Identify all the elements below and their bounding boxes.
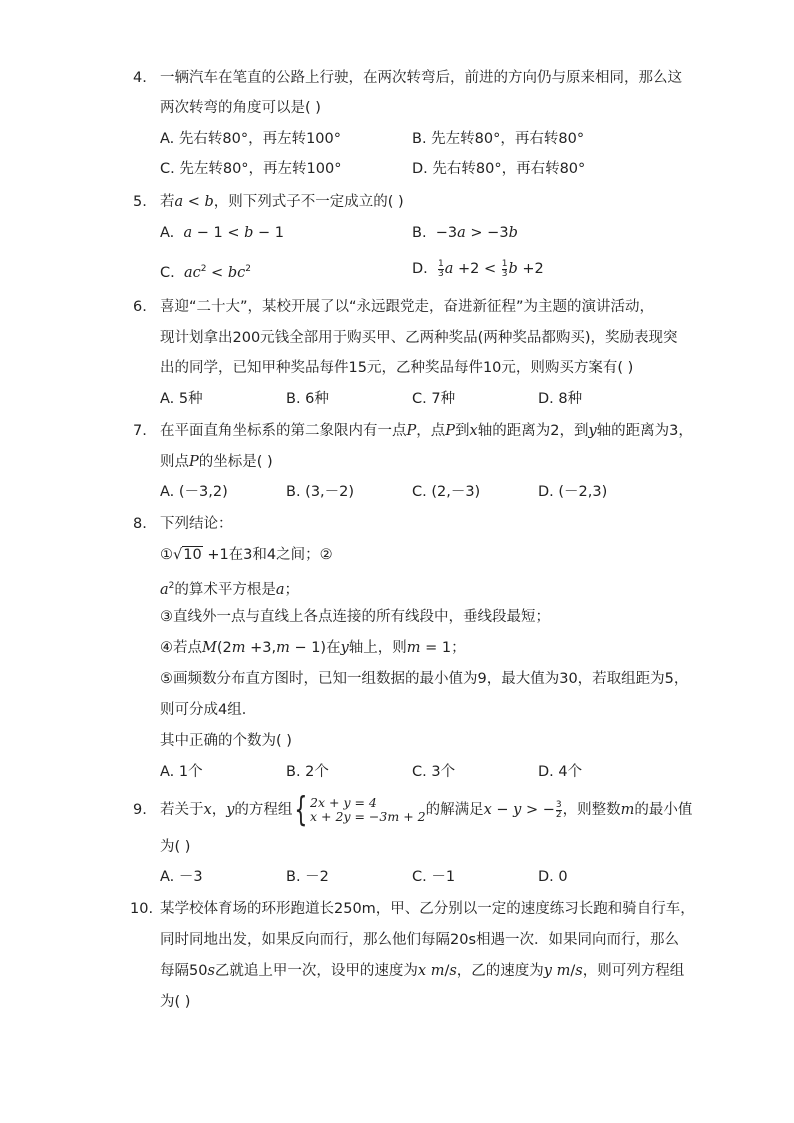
q4-option-d: D. 先右转80°，再右转80° [412, 161, 586, 177]
sqrt-10: √10 [173, 547, 202, 563]
q9-eq2: x + 2y = −3m + 2 [310, 809, 426, 824]
q10-stem-line3: 每隔50s乙就追上甲一次，设甲的速度为x m/s，乙的速度为y m/s，则可列方程组 [160, 963, 685, 979]
q6-option-b: B. 6种 [286, 391, 329, 407]
q8-statement-4: ④若点M(2m +3,m − 1)在y轴上，则m = 1； [160, 640, 466, 656]
q6-option-a: A. 5种 [160, 391, 203, 407]
q8-s1-marker: ① [160, 547, 173, 563]
q8-option-a: A. 1个 [160, 764, 203, 780]
q8-statement-3: ③直线外一点与直线上各点连接的所有线段中，垂线段最短； [160, 609, 550, 625]
q8-s4-d: ； [451, 640, 466, 656]
q10-stem-line4: 为( ) [160, 994, 191, 1010]
q9-post2: 的最小值 [634, 802, 693, 818]
q5-option-c-label: C. [160, 264, 175, 281]
q10-l3-b: 乙就追上甲一次，设甲的速度为 [214, 963, 418, 979]
q5-option-a-label: A. [160, 225, 175, 241]
q9-option-c: C. －1 [412, 869, 456, 885]
q10-stem-line1: 某学校体育场的环形跑道长250m，甲、乙分别以一定的速度练习长跑和骑自行车， [160, 901, 695, 917]
q7-option-b: B. (3,－2) [286, 484, 355, 500]
q9-number: 9. [133, 802, 147, 818]
q8-statement-5b: 则可分成4组． [160, 702, 257, 718]
q8-option-b: B. 2个 [286, 764, 329, 780]
q6-stem-line1: 喜迎“二十大”，某校开展了以“永远跟党走，奋进新征程”为主题的演讲活动， [160, 299, 655, 315]
q8-s2-text: 的算术平方根是 [174, 581, 276, 598]
q10-l3-a: 每隔50 [160, 963, 208, 979]
q4-number: 4. [133, 70, 147, 86]
q9-mid1: ， [211, 802, 227, 818]
q8-option-c: C. 3个 [412, 764, 456, 780]
q5-option-b: B. −3a > −3b [412, 225, 518, 241]
q8-s4-c: 轴上，则 [348, 640, 407, 656]
q7-option-d: D. (－2,3) [538, 484, 608, 500]
q9-eq1: 2x + y = 4 [310, 795, 377, 810]
q8-number: 8. [133, 516, 147, 532]
q7-option-a: A. (－3,2) [160, 484, 228, 500]
q9-option-a: A. －3 [160, 869, 203, 885]
q6-stem-line3: 出的同学，已知甲种奖品每件15元，乙种奖品每件10元，则购买方案有( ) [160, 360, 634, 376]
q7-text-e: 轴的距离为3， [596, 423, 693, 439]
q7-option-c: C. (2,－3) [412, 484, 481, 500]
q5-condition: a < b [174, 194, 214, 210]
q6-number: 6. [133, 299, 147, 315]
q10-l3-d: ，则可列方程组 [582, 963, 685, 979]
q9-mid2: 的方程组 [234, 802, 293, 818]
q9-stem-line2: 为( ) [160, 839, 191, 855]
q7-text-g: 的坐标是( ) [198, 454, 273, 470]
q9-stem-line1: 若关于x，y的方程组{ 2x + y = 4 x + 2y = −3m + 2 的解满足x − y > − $\frac{3}{2}$ ，则整数m的最小值 [160, 790, 693, 830]
q6-stem-line2: 现计划拿出200元钱全部用于购买甲、乙两种奖品(两种奖品都购买)，奖励表现突 [160, 330, 678, 346]
q9-pre: 若关于 [160, 802, 204, 818]
q5-option-b-label: B. [412, 225, 427, 241]
q5-number: 5. [133, 194, 147, 210]
q8-statement-2: $a^2$的算术平方根是a； [160, 581, 300, 598]
q6-option-d: D. 8种 [538, 391, 583, 407]
q9-post: ，则整数 [562, 802, 621, 818]
q7-text-b: ，点 [416, 423, 446, 439]
q4-option-c: C. 先左转80°，再左转100° [160, 161, 342, 177]
q4-option-b: B. 先左转80°，再右转80° [412, 131, 585, 147]
q5-stem-pre: 若 [160, 194, 175, 210]
q10-l3-c: ，乙的速度为 [456, 963, 544, 979]
q9-mid3: 的解满足 [425, 802, 484, 818]
q8-intro: 下列结论： [160, 516, 233, 532]
q7-stem-line2: 则点P的坐标是( ) [160, 454, 273, 470]
q4-option-a: A. 先右转80°，再左转100° [160, 131, 342, 147]
q7-number: 7. [133, 423, 147, 439]
equation-system [310, 796, 426, 824]
q9-option-b: B. －2 [286, 869, 329, 885]
q10-stem-line2: 同时同地出发，如果反向而行，那么他们每隔20s相遇一次．如果同向而行，那么 [160, 932, 680, 948]
q6-option-c: C. 7种 [412, 391, 456, 407]
q5-option-d-label: D. [412, 261, 428, 277]
q8-statement-1 [160, 545, 333, 565]
q7-stem-line1: 在平面直角坐标系的第二象限内有一点P，点P到x轴的距离为2，到y轴的距离为3， [160, 423, 693, 439]
q8-option-d: D. 4个 [538, 764, 583, 780]
q5-option-a: A. a − 1 < b − 1 [160, 225, 285, 241]
q7-text-f: 则点 [160, 454, 189, 470]
q8-statement-5: ⑤画频数分布直方图时，已知一组数据的最小值为9，最大值为30，若取组距为5， [160, 671, 689, 687]
q7-text-a: 在平面直角坐标系的第二象限内有一点 [160, 423, 407, 439]
q8-s2-end: ； [284, 581, 300, 598]
q5-option-c: C. $ac^2 < bc^2$ [160, 264, 251, 281]
q5-stem-post: ，则下列式子不一定成立的( ) [213, 194, 404, 210]
q4-stem-line2: 两次转弯的角度可以是( ) [160, 100, 321, 116]
q7-text-d: 轴的距离为2，到 [477, 423, 589, 439]
q9-option-d: D. 0 [538, 869, 568, 885]
q8-s1-text: +1在3和4之间；② [207, 547, 333, 563]
q8-ask: 其中正确的个数为( ) [160, 733, 292, 749]
q5-option-d: D. $\frac{1}{3}$ a +2 < $\frac{1}{3}$ b +2 [412, 258, 544, 279]
system-brace: { [294, 790, 308, 830]
q8-s4-a: ④若点 [160, 640, 202, 656]
q8-s4-b: 在 [326, 640, 341, 656]
q10-number: 10. [130, 901, 154, 917]
q5-stem [160, 192, 404, 212]
q4-stem-line1: 一辆汽车在笔直的公路上行驶，在两次转弯后，前进的方向仍与原来相同，那么这 [160, 70, 682, 86]
q7-text-c: 到 [455, 423, 470, 439]
